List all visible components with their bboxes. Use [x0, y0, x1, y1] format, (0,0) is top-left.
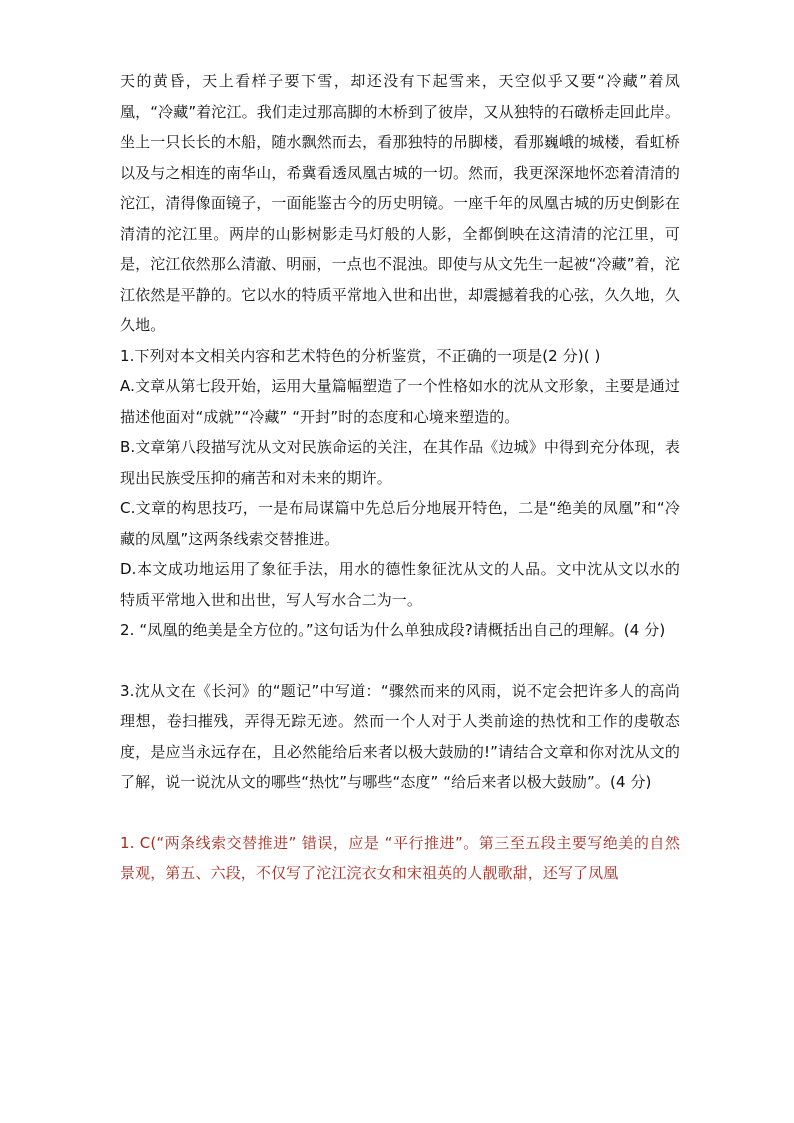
blank-answer-space-2 [120, 798, 680, 828]
blank-answer-space [120, 646, 680, 676]
question-1-option-c: C.文章的构思技巧，一是布局谋篇中先总后分地展开特色，二是“绝美的凤凰”和“冷藏的凤凰”这两条线索交替推进。 [120, 499, 680, 548]
passage-paragraph: 天的黄昏，天上看样子要下雪，却还没有下起雪来，天空似乎又要“冷藏”着凤凰，“冷藏”着沱江。我们走过那高脚的木桥到了彼岸，又从独特的石礅桥走回此岸。坐上一只长长的木船，随水飘然而去，看那独特的吊脚楼，看那巍峨的城楼，看虹桥以及与之相连的南华山，希冀看透凤凰古城的一切。然而，我更深深地怀恋着清清的沱江，清得像面镜子，一面能鉴古今的历史明镜。一座千年的凤凰古城的历史倒影在清清的沱江里。两岸的山影树影走马灯般的人影，全都倒映在这清清的沱江里，可是，沱江依然那么清澈、明丽，一点也不混浊。即使与从文先生一起被“冷藏”着，沱江依然是平静的。它以水的特质平常地入世和出世，却震撼着我的心弦，久久地，久久地。 [120, 72, 680, 334]
question-3-stem: 3.沈从文在《长河》的“题记”中写道：“骤然而来的风雨，说不定会把许多人的高尚理想，卷扫摧残，弄得无踪无迹。然而一个人对于人类前途的热忱和工作的虔敬态度，是应当永远存在，且必然能给后来者以极大鼓励的!”请结合文章和你对沈从文的了解，说一说沈从文的哪些“热忱”与哪些“态度” “给后来者以极大鼓励”。(4 分) [120, 681, 680, 791]
question-1-stem: 1.下列对本文相关内容和艺术特色的分析鉴赏，不正确的一项是(2 分)( ) [120, 346, 601, 365]
question-2-stem: 2. “凤凰的绝美是全方位的。”这句话为什么单独成段?请概括出自己的理解。(4 分) [120, 621, 666, 639]
document-content [120, 66, 680, 889]
question-1-option-d: D.本文成功地运用了象征手法，用水的德性象征沈从文的人品。文中沈从文以水的特质平常地入世和出世，写人写水合二为一。 [120, 560, 680, 609]
answer-key-text: 1. C(“两条线索交替推进” 错误，应是 “平行推进”。第三至五段主要写绝美的自然景观，第五、六段，不仅写了沱江浣衣女和宋祖英的人靓歌甜，还写了凤凰 [120, 833, 680, 882]
question-1-option-b: B.文章第八段描写沈从文对民族命运的关注，在其作品《边城》中得到充分体现，表现出民族受压抑的痛苦和对未来的期许。 [120, 438, 680, 487]
question-1-option-a: A.文章从第七段开始，运用大量篇幅塑造了一个性格如水的沈从文形象，主要是通过描述他面对“成就”“冷藏” “开封”时的态度和心境来塑造的。 [120, 377, 680, 426]
